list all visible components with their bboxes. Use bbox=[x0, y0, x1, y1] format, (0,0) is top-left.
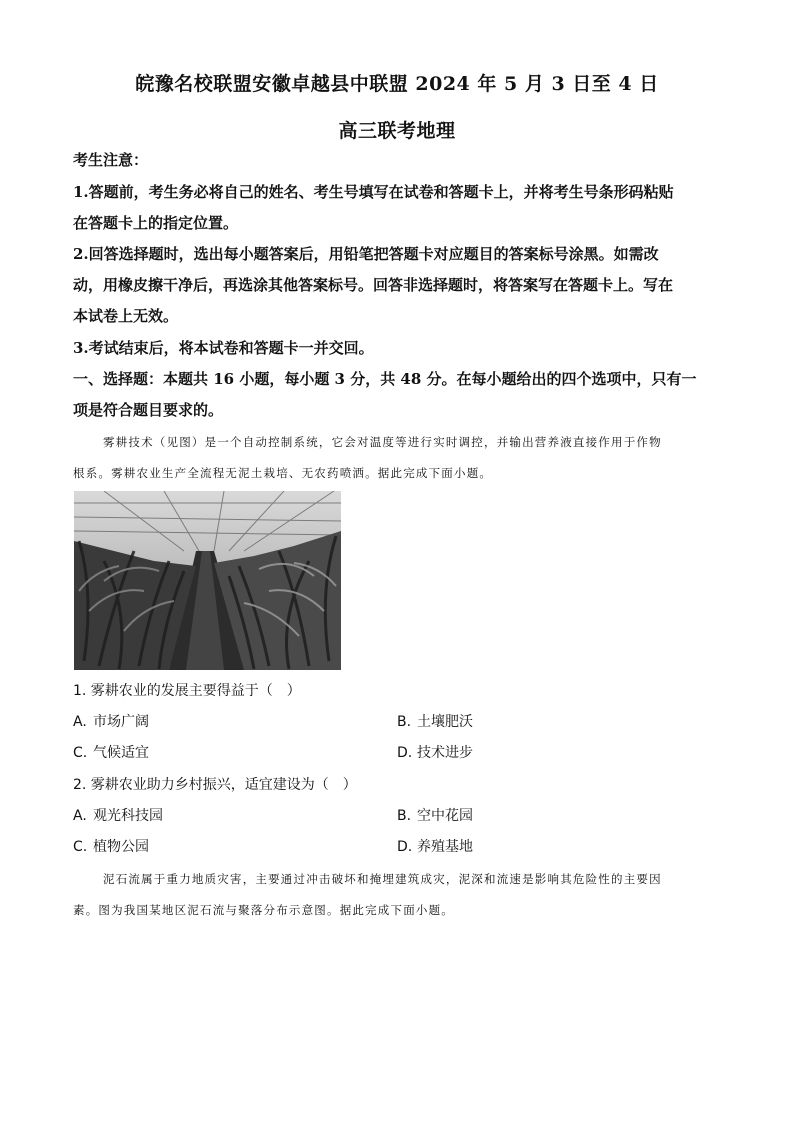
material-intro: 泥石流属于重力地质灾害，主要通过冲击破坏和掩埋建筑成灾，泥深和流速是影响其危险性的主要因 bbox=[103, 872, 662, 886]
option-letter: D. bbox=[397, 745, 413, 761]
aeroponics-greenhouse-photo bbox=[74, 491, 341, 670]
exam-subtitle: 高三联考地理 bbox=[338, 120, 456, 142]
notice-line: 动，用橡皮擦干净后，再选涂其他答案标号。回答非选择题时，将答案写在答题卡上。写在 bbox=[73, 276, 674, 294]
material-intro: 雾耕技术（见图）是一个自动控制系统，它会对温度等进行实时调控，并输出营养液直接作用于作物 bbox=[103, 435, 662, 449]
section-heading: 一、选择题：本题共 16 小题，每小题 3 分，共 48 分。在每小题给出的四个选项中，只有一 bbox=[73, 370, 697, 388]
notice-line: 2.回答选择题时，选出每小题答案后，用铅笔把答题卡对应题目的答案标号涂黑。如需改 bbox=[73, 245, 659, 263]
question-2-option-c[interactable] bbox=[73, 837, 149, 857]
notice-line: 3.考试结束后，将本试卷和答题卡一并交回。 bbox=[73, 339, 374, 357]
material-intro-cont: 根系。雾耕农业生产全流程无泥土栽培、无农药喷洒。据此完成下面小题。 bbox=[73, 466, 493, 480]
option-letter: C. bbox=[73, 745, 88, 761]
notice-line: 在答题卡上的指定位置。 bbox=[73, 214, 239, 232]
question-2-stem: 2. 雾耕农业助力乡村振兴，适宜建设为（ ） bbox=[73, 777, 357, 793]
option-text: 观光科技园 bbox=[93, 808, 163, 824]
option-text: 养殖基地 bbox=[417, 839, 473, 855]
question-1-option-b[interactable] bbox=[397, 712, 473, 732]
option-text: 市场广阔 bbox=[93, 714, 149, 730]
material-intro-cont: 素。图为我国某地区泥石流与聚落分布示意图。据此完成下面小题。 bbox=[73, 903, 454, 917]
question-1-option-d[interactable] bbox=[397, 743, 473, 763]
option-letter: C. bbox=[73, 839, 88, 855]
option-letter: B. bbox=[397, 714, 412, 730]
question-1-stem: 1. 雾耕农业的发展主要得益于（ ） bbox=[73, 683, 301, 699]
exam-title: 皖豫名校联盟安徽卓越县中联盟 2024 年 5 月 3 日至 4 日 bbox=[135, 73, 659, 95]
option-letter: A. bbox=[73, 808, 87, 824]
option-text: 空中花园 bbox=[417, 808, 473, 824]
question-2-option-b[interactable] bbox=[397, 806, 473, 826]
notice-line: 本试卷上无效。 bbox=[73, 307, 179, 325]
section-heading-cont: 项是符合题目要求的。 bbox=[73, 401, 224, 419]
option-letter: B. bbox=[397, 808, 412, 824]
option-text: 技术进步 bbox=[417, 745, 473, 761]
option-letter: A. bbox=[73, 714, 87, 730]
option-letter: D. bbox=[397, 839, 413, 855]
option-text: 植物公园 bbox=[93, 839, 149, 855]
question-2-option-d[interactable] bbox=[397, 837, 473, 857]
question-1-option-c[interactable] bbox=[73, 743, 149, 763]
notice-heading: 考生注意： bbox=[73, 151, 149, 169]
question-2-option-a[interactable] bbox=[73, 806, 163, 826]
option-text: 土壤肥沃 bbox=[417, 714, 473, 730]
notice-line: 1.答题前，考生务必将自己的姓名、考生号填写在试卷和答题卡上，并将考生号条形码粘贴 bbox=[73, 183, 674, 201]
question-1-option-a[interactable] bbox=[73, 712, 149, 732]
option-text: 气候适宜 bbox=[93, 745, 149, 761]
